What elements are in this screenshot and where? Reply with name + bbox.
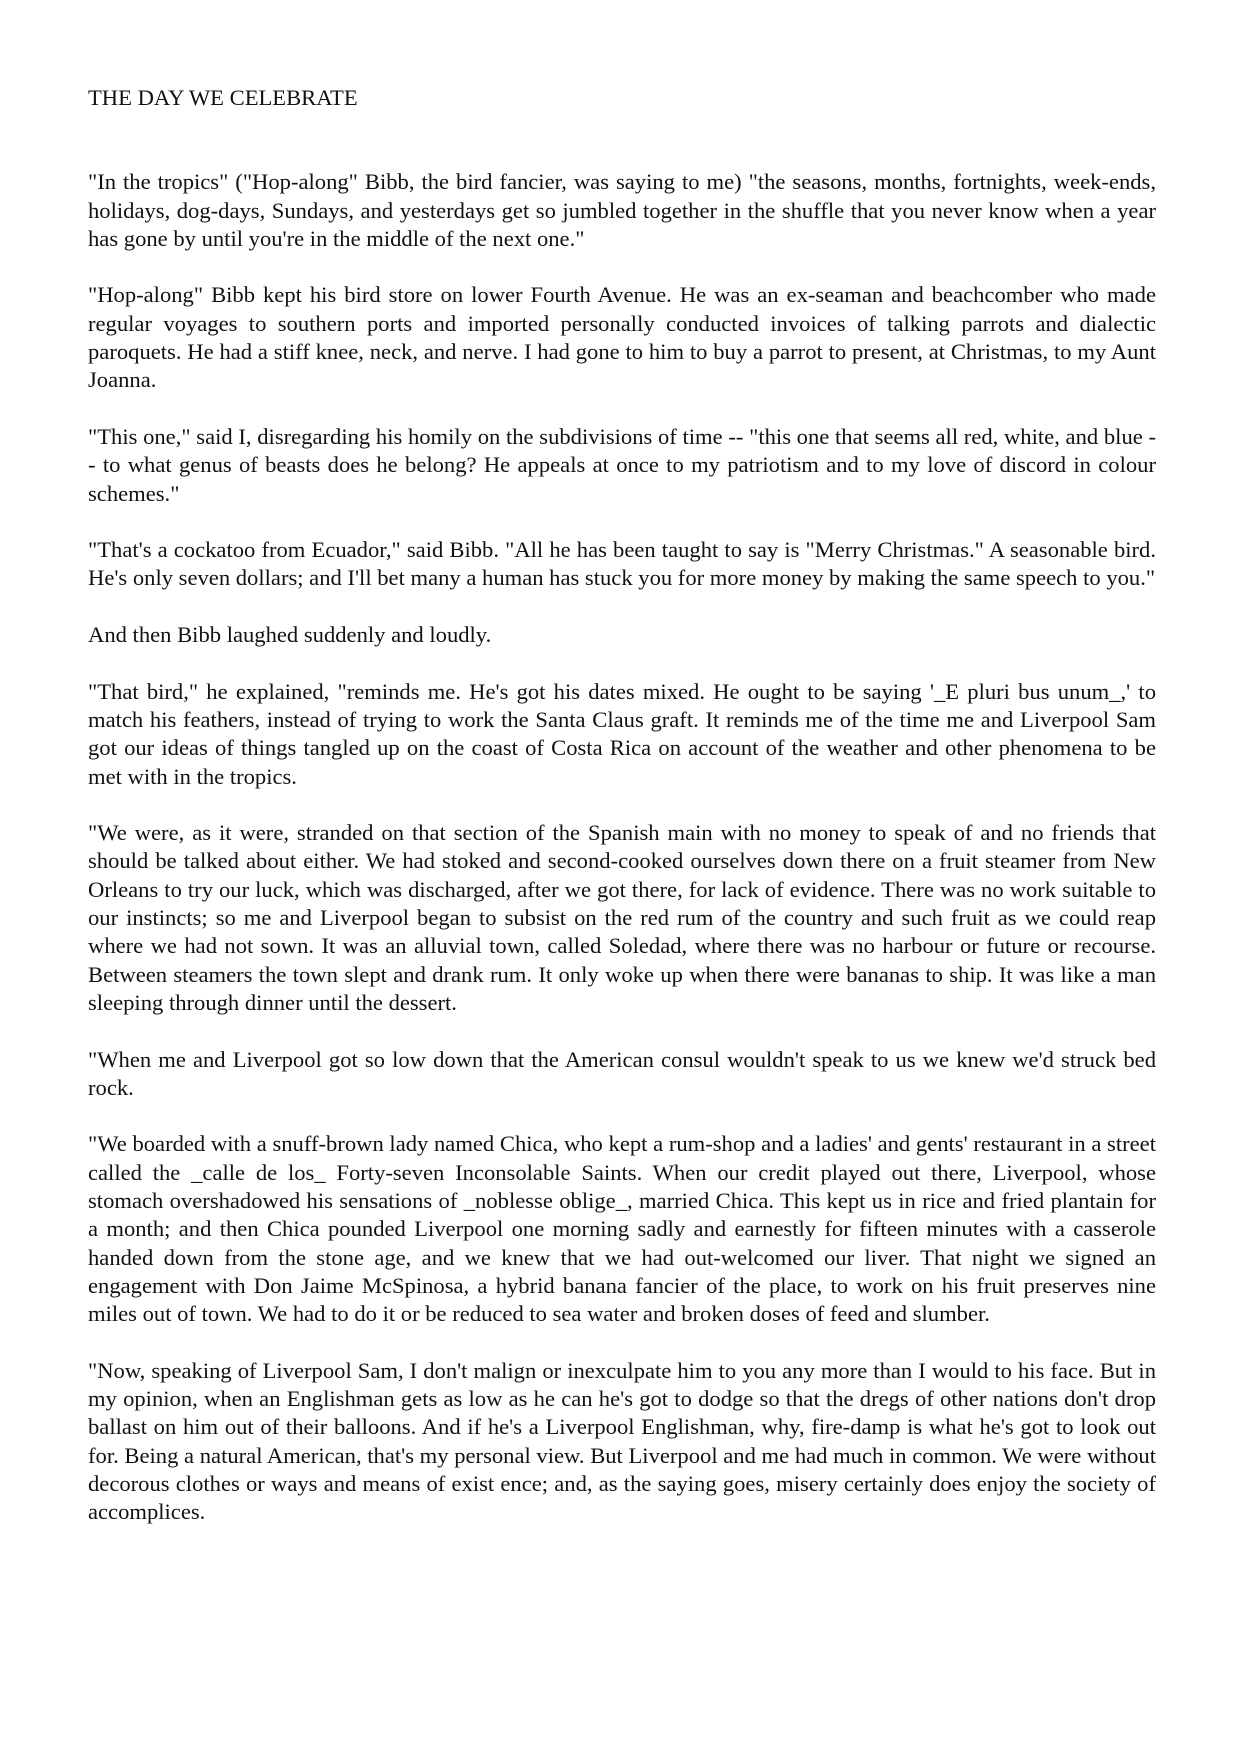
paragraph-7: "We were, as it were, stranded on that section of the Spanish main with no money to speak of and no friends that should be talked about either. We had stoked and second-cooked ourselves down there on a fruit steamer from New Orleans to try our luck, which was discharged, after we got there, for lack of evidence. There was no work suitable to our instincts; so me and Liverpool began to subsist on the red rum of the country and such fruit as we could reap where we had not sown. It was an alluvial town, called Soledad, where there was no harbour or future or recourse. Between steamers the town slept and drank rum. It only woke up when there were bananas to ship. It was like a man sleeping through dinner until the dessert. <box>88 820 1156 1015</box>
paragraph-8: "When me and Liverpool got so low down that the American consul wouldn't speak to us we knew we'd struck bed rock. <box>88 1046 1156 1100</box>
paragraph-10: "Now, speaking of Liverpool Sam, I don't malign or inexculpate him to you any more than I would to his face. But in my opinion, when an Englishman gets as low as he can he's got to dodge so that the dregs of other nations don't drop ballast on him out of their balloons. And if he's a Liverpool Englishman, why, fire-damp is what he's got to look out for. Being a natural American, that's my personal view. But Liverpool and me had much in common. We were without decorous clothes or ways and means of exist ence; and, as the saying goes, misery certainly does enjoy the society of accomplices. <box>88 1357 1156 1525</box>
paragraph-9: "We boarded with a snuff-brown lady named Chica, who kept a rum-shop and a ladies' and gents' restaurant in a street called the _calle de los_ Forty-seven Inconsolable Saints. When our credit played out there, Liverpool, whose stomach overshadowed his sensations of _noblesse oblige_, married Chica. This kept us in rice and fried plantain for a month; and then Chica pounded Liverpool one morning sadly and earnestly for fifteen minutes with a casserole handed down from the stone age, and we knew that we had out-welcomed our liver. That night we signed an engagement with Don Jaime McSpinosa, a hybrid banana fancier of the place, to work on his fruit preserves nine miles out of town. We had to do it or be reduced to sea water and broken doses of feed and slumber. <box>88 1131 1156 1327</box>
paragraph-2: "Hop-along" Bibb kept his bird store on lower Fourth Avenue. He was an ex-seaman and beachcomber who made regular voyages to southern ports and imported personally conducted invoices of talking parrots and dialectic paroquets. He had a stiff knee, neck, and nerve. I had gone to him to buy a parrot to present, at Christmas, to my Aunt Joanna. <box>88 282 1156 393</box>
document-title: THE DAY WE CELEBRATE <box>88 85 358 110</box>
paragraph-3: "This one," said I, disregarding his homily on the subdivisions of time -- "this one that seems all red, white, and blue -- to what genus of beasts does he belong? He appeals at once to my patriotism and to my love of discord in colour schemes." <box>88 423 1156 506</box>
paragraph-1: "In the tropics" ("Hop-along" Bibb, the bird fancier, was saying to me) "the seasons, months, fortnights, week-ends, holidays, dog-days, Sundays, and yesterdays get so jumbled together in the shuffle that you never know when a year has gone by until you're in the middle of the next one." <box>88 169 1156 251</box>
paragraph-6: "That bird," he explained, "reminds me. He's got his dates mixed. He ought to be saying '_E pluri bus unum_,' to match his feathers, instead of trying to work the Santa Claus graft. It reminds me of the time me and Liverpool Sam got our ideas of things tangled up on the coast of Costa Rica on account of the weather and other phenomena to be met with in the tropics. <box>88 678 1156 789</box>
paragraph-5: And then Bibb laughed suddenly and loudly. <box>88 622 492 648</box>
document-page <box>88 84 1156 1555</box>
paragraph-4: "That's a cockatoo from Ecuador," said Bibb. "All he has been taught to say is "Merry Christmas." A seasonable bird. He's only seven dollars; and I'll bet many a human has stuck you for more money by making the same speech to you." <box>88 537 1156 591</box>
